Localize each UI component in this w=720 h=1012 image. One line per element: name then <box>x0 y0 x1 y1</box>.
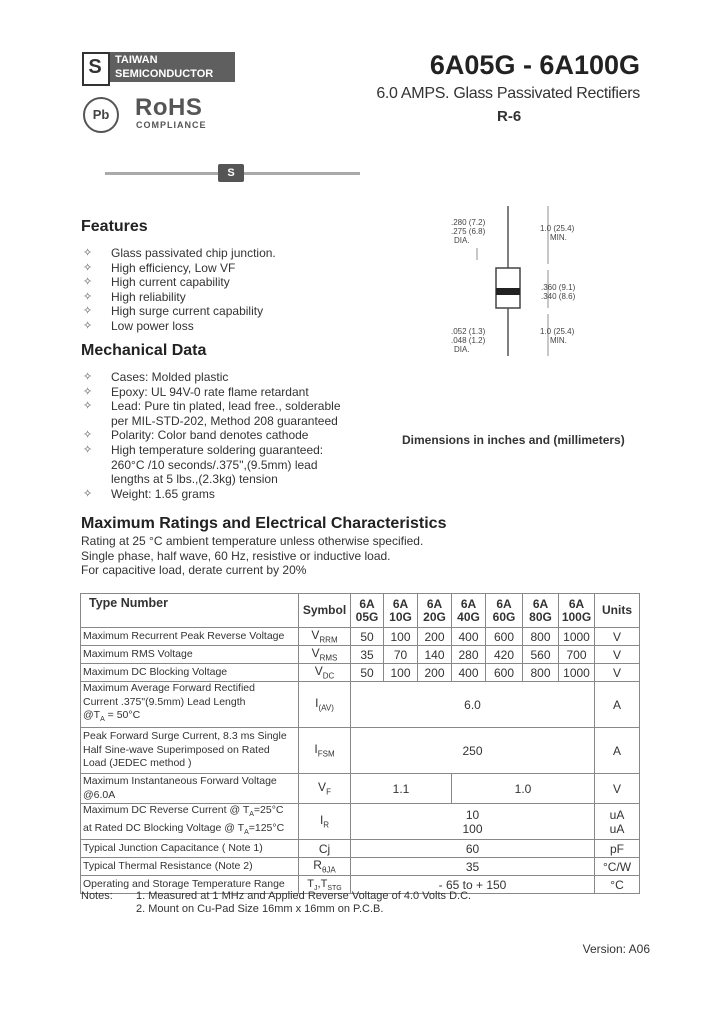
list-item: ✧ High efficiency, Low VF <box>83 260 236 275</box>
mechanical-list <box>83 370 383 501</box>
package-name: R-6 <box>497 108 522 125</box>
table-row: Typical Junction Capacitance ( Note 1) Cj 60 pF <box>81 840 640 858</box>
list-item: ✧ Low power loss <box>83 318 194 333</box>
bullet-icon: ✧ <box>83 385 93 398</box>
list-item: ✧ Weight: 1.65 grams <box>83 486 215 501</box>
table-row: Maximum RMS Voltage $V_{RMS}$ 35 70 140 280 420 560 700 V <box>81 646 640 664</box>
bullet-icon: ✧ <box>83 305 93 318</box>
units-header: Units <box>595 594 640 628</box>
table-row: Maximum DC Reverse Current @ $T_A=25^\circ C$ at Rated DC Blocking Voltage @ $T_A=125^\circ C$ $I_R$ 10 100 uA uA <box>81 804 640 840</box>
note-item: 2. Mount on Cu-Pad Size 16mm x 16mm on P.C.B. <box>136 903 384 915</box>
symbol-header: Symbol <box>299 594 351 628</box>
dim-lead-dia: .052 (1.3) .048 (1.2) DIA. <box>451 327 486 354</box>
bullet-icon: ✧ <box>83 247 93 259</box>
mechanical-title: Mechanical Data <box>81 342 207 359</box>
notes-list <box>136 890 471 916</box>
list-item: ✧ Lead: Pure tin plated, lead free., solderable per MIL-STD-202, Method 208 guaranteed <box>83 399 341 428</box>
rohs-compliance: COMPLIANCE <box>136 120 207 130</box>
cathode-band <box>496 288 520 295</box>
rohs-logo: RoHS <box>135 94 203 121</box>
table-header-row <box>81 594 640 628</box>
dim-lead1-length: 1.0 (25.4) MIN. <box>540 224 575 242</box>
list-item: ✧ High surge current capability <box>83 304 264 319</box>
ratings-title: Maximum Ratings and Electrical Characteristics <box>81 515 447 532</box>
dim-lead2-length: 1.0 (25.4) MIN. <box>540 327 575 345</box>
list-item: ✧ Glass passivated chip junction. <box>83 246 276 260</box>
ratings-table <box>80 593 640 894</box>
part-subtitle: 6.0 AMPS. Glass Passivated Rectifiers <box>376 85 640 102</box>
model-header: 6A 60G <box>486 594 523 628</box>
bullet-icon: ✧ <box>83 261 93 274</box>
list-item: ✧ Polarity: Color band denotes cathode <box>83 428 309 443</box>
bullet-icon: ✧ <box>83 276 93 289</box>
list-item: ✧ High current capability <box>83 275 230 290</box>
bullet-icon: ✧ <box>83 319 93 332</box>
bullet-icon: ✧ <box>83 487 93 500</box>
pb-free-badge: Pb <box>83 97 119 133</box>
bullet-icon: ✧ <box>83 400 93 413</box>
model-header: 6A 100G <box>559 594 595 628</box>
company-name-badge <box>110 52 235 82</box>
dim-body-dia: .280 (7.2) .275 (6.8) DIA. <box>451 218 486 245</box>
part-range-title: 6A05G - 6A100G <box>429 50 640 80</box>
table-row: Maximum DC Blocking Voltage $V_{DC}$ 50 100 200 400 600 800 1000 V <box>81 664 640 682</box>
model-header: 6A 10G <box>384 594 418 628</box>
table-row: Typical Thermal Resistance (Note 2) $R_{\theta JA}$ 35 °C/W <box>81 858 640 876</box>
model-header: 6A 20G <box>418 594 452 628</box>
type-number-header: Type Number <box>81 594 299 628</box>
table-row: Maximum Recurrent Peak Reverse Voltage $V_{RRM}$ 50 100 200 400 600 800 1000 V <box>81 628 640 646</box>
bullet-icon: ✧ <box>83 371 93 383</box>
model-header: 6A 05G <box>351 594 384 628</box>
features-title: Features <box>81 218 148 235</box>
note-item: 1. Measured at 1 MHz and Applied Reverse Voltage of 4.0 Volts D.C. <box>136 890 472 902</box>
table-row: Peak Forward Surge Current, 8.3 ms Single Half Sine-wave Superimposed on Rated Load (JEDEC method ) $I_{FSM}$ 250 A <box>81 728 640 774</box>
notes-label: Notes: <box>81 890 113 902</box>
table-row: Maximum Average Forward Rectified Current .375"(9.5mm) Lead Length $@T_A = 50^\circ C$ $I_{(AV)}$ 6.0 A <box>81 682 640 728</box>
dimensions-caption: Dimensions in inches and (millimeters) <box>402 433 625 447</box>
model-header: 6A 80G <box>523 594 559 628</box>
list-item: ✧ Cases: Molded plastic <box>83 370 229 384</box>
company-line2: SEMICONDUCTOR <box>115 68 214 80</box>
table-row: Operating and Storage Temperature Range $T_J,T_{STG}$ - 65 to + 150 °C <box>81 876 640 894</box>
list-item: ✧ Epoxy: UL 94V-0 rate flame retardant <box>83 384 309 399</box>
table-row: Maximum Instantaneous Forward Voltage @6.0A $V_F$ 1.1 1.0 V <box>81 774 640 804</box>
model-header: 6A 40G <box>452 594 486 628</box>
ratings-conditions: Rating at 25 °C ambient temperature unless otherwise specified. Single phase, half wave, 60 Hz, resistive or inductive load. For capacitive load, derate current by 20% <box>81 534 424 578</box>
dim-body-length: .360 (9.1) .340 (8.6) <box>541 283 576 301</box>
bullet-icon: ✧ <box>83 429 93 442</box>
list-item: ✧ High reliability <box>83 289 186 304</box>
features-list <box>83 246 363 334</box>
diode-body-image: S <box>218 164 244 182</box>
logo-s-icon: S <box>88 56 102 78</box>
list-item: ✧ High temperature soldering guaranteed: 260°C /10 seconds/.375",(9.5mm) lead lengths at 5 lbs.,(2.3kg) tension <box>83 442 324 487</box>
company-line1: TAIWAN <box>115 54 158 66</box>
bullet-icon: ✧ <box>83 290 93 303</box>
bullet-icon: ✧ <box>83 443 93 456</box>
version-label: Version: A06 <box>582 942 650 956</box>
